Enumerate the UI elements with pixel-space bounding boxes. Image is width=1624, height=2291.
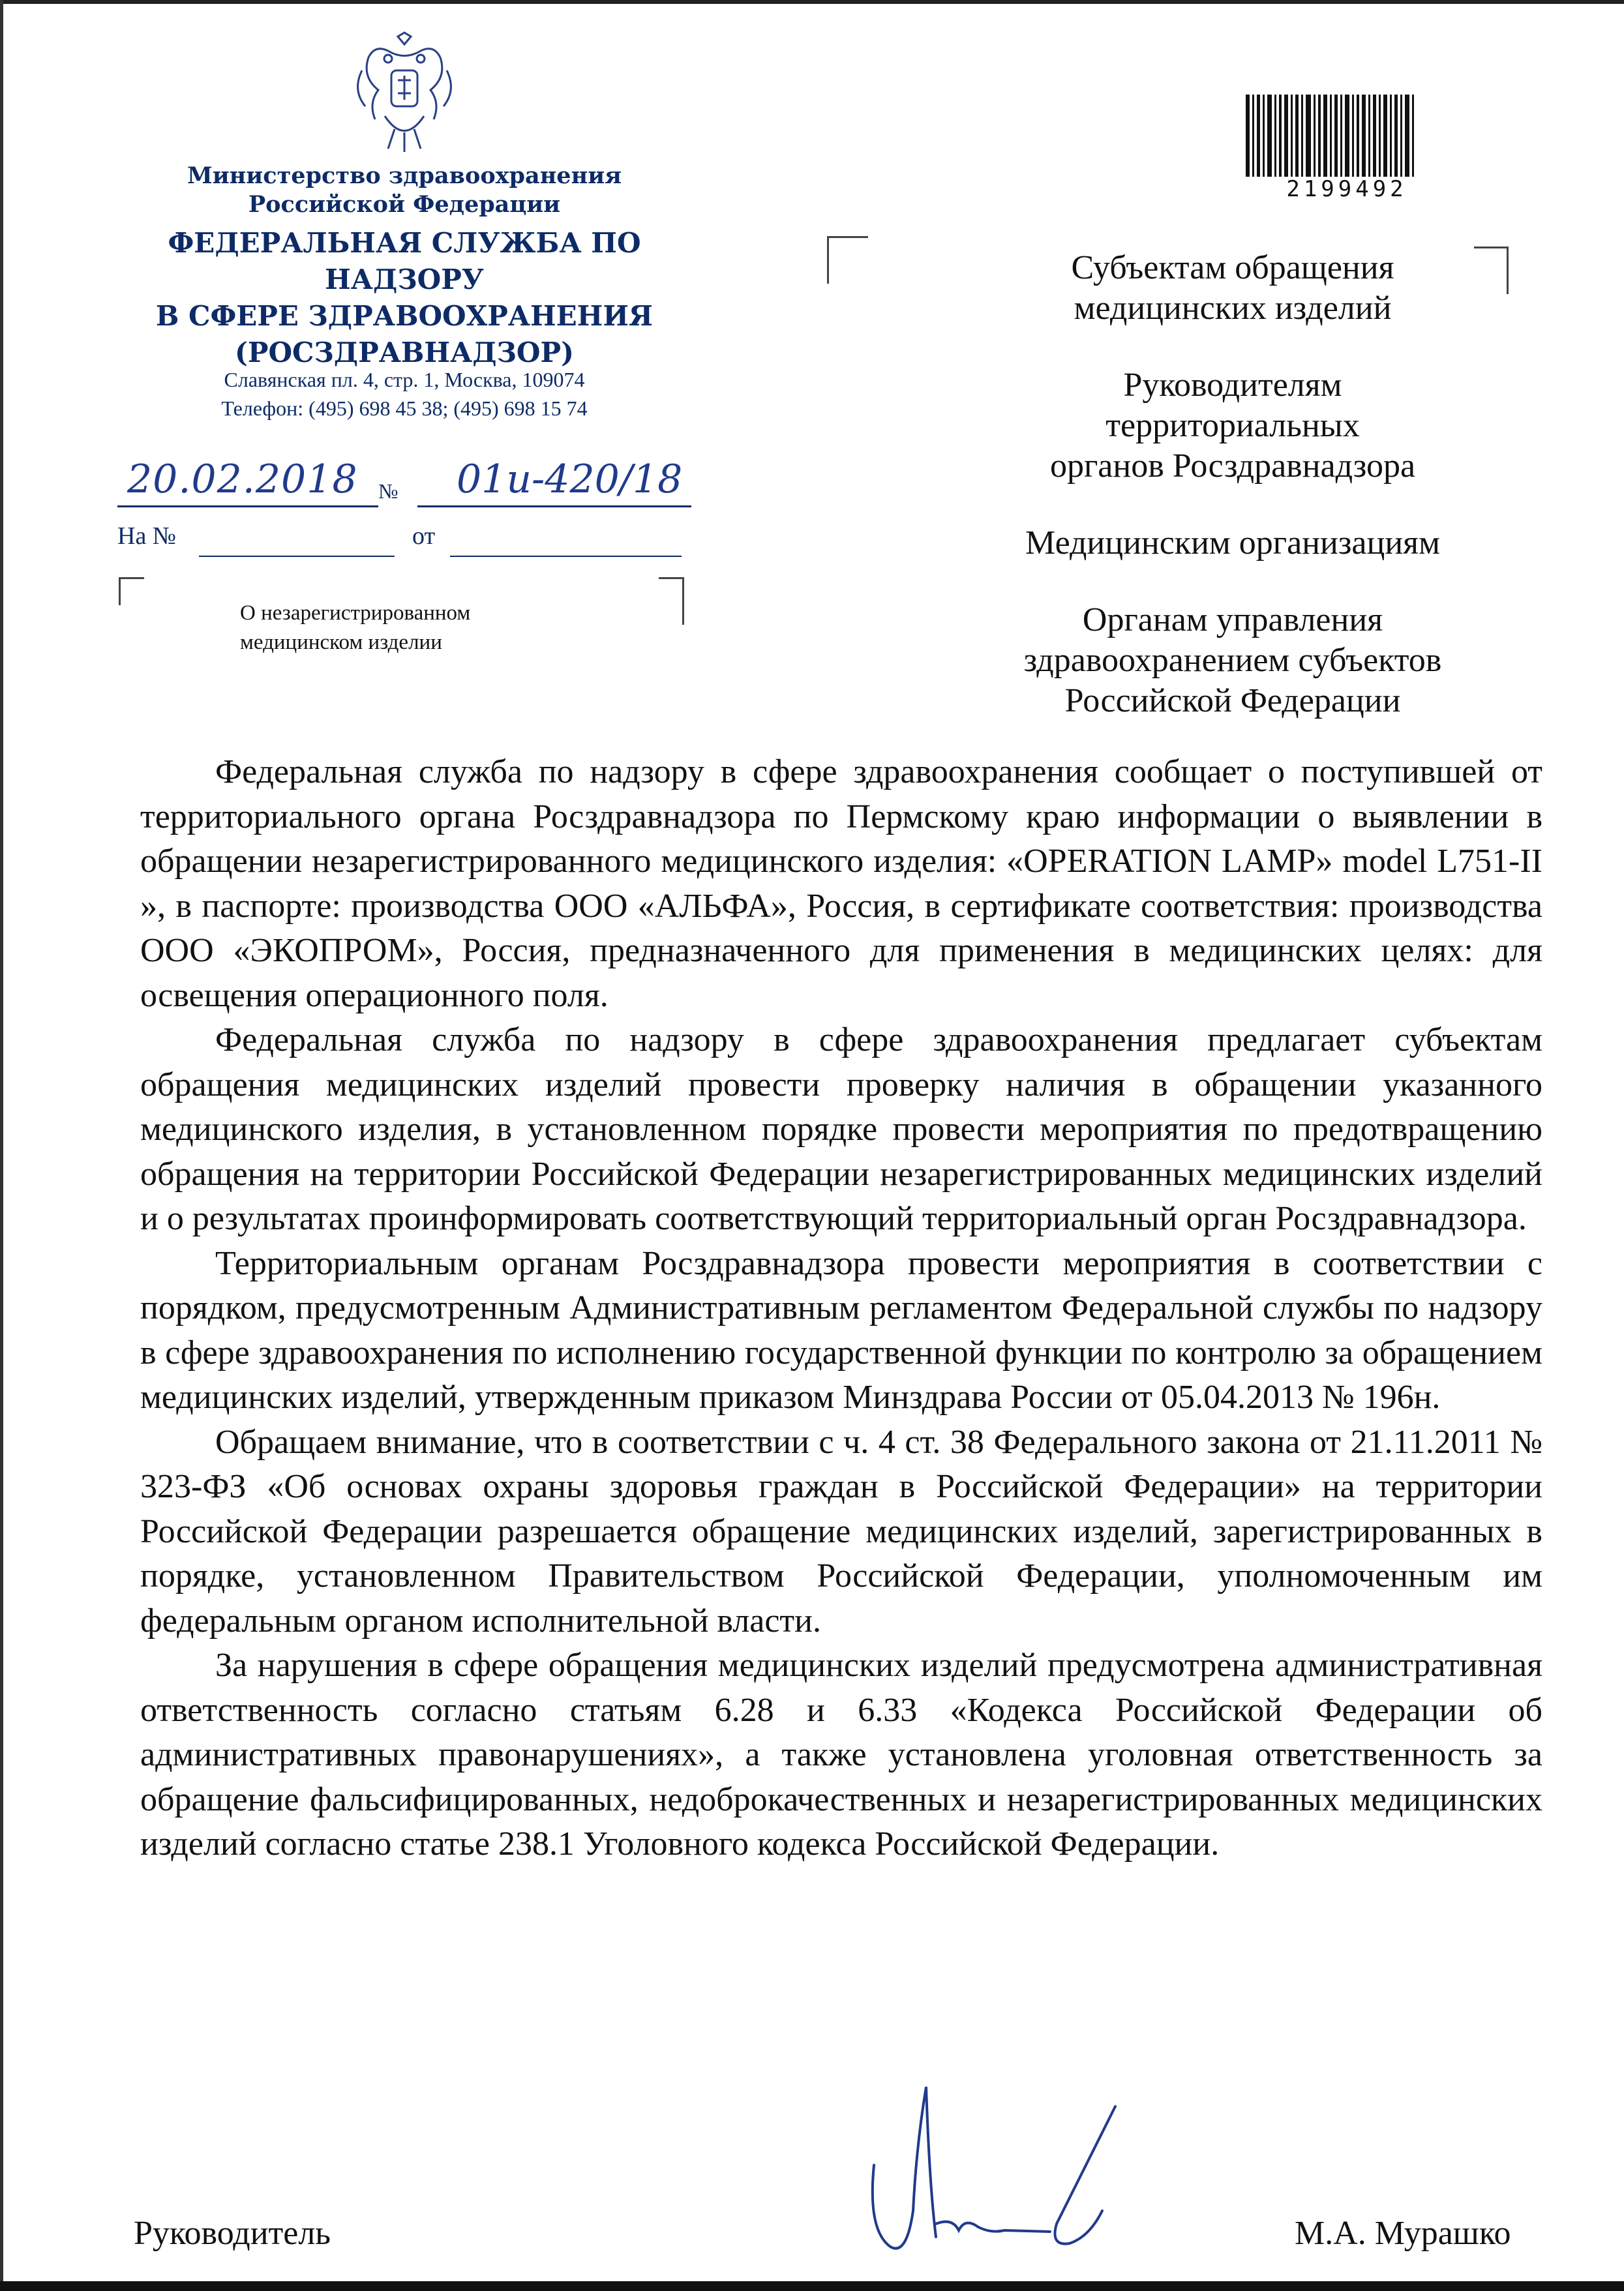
recipient: Руководителям территориальных органов Росздравнадзора	[1049, 367, 1416, 485]
address-block	[130, 365, 678, 423]
number-sign: №	[378, 479, 398, 503]
subject-bracket-left	[119, 577, 144, 605]
body-paragraph: Территориальным органам Росздравнадзора провести мероприятия в соответствии с порядком, предусмотренным Административным регламентом Федеральной службы по надзору в сфере здравоохранения по исполнению государственной функции по контролю за обращением медицинских изделий, утвержденным приказом Минздрава России от 05.04.2013 № 196н.	[140, 1244, 1542, 1416]
recipient: Органам управления здравоохранением субъектов Российской Федерации	[1023, 601, 1442, 719]
reference-number-line	[199, 556, 395, 557]
letter-body	[140, 750, 1542, 1867]
reference-date-label: от	[412, 522, 436, 550]
signer-position: Руководитель	[134, 2215, 331, 2252]
recipients-bracket-left	[827, 236, 868, 284]
scan-edge-top	[0, 0, 1624, 4]
body-paragraph: Обращаем внимание, что в соответствии с ч. 4 ст. 38 Федерального закона от 21.11.2011 № 323-ФЗ «Об основах охраны здоровья граждан в Российской Федерации» на территории Российской Федерации разрешается обращение медицинских изделий, зарегистрированных в порядке, установленном Правительством Российской Федерации, уполномоченным им федеральным органом исполнительной власти.	[140, 1423, 1542, 1640]
body-paragraph: Федеральная служба по надзору в сфере здравоохранения предлагает субъектам обращения медицинских изделий провести проверку наличия в обращении указанного медицинского изделия, в установленном порядке провести мероприятия по предотвращению обращения на территории Российской Федерации незарегистрированных медицинских изделий и о результатах проинформировать соответствующий территориальный орган Росздравнадзора.	[140, 1021, 1542, 1237]
signer-name: М.А. Мурашко	[1295, 2215, 1511, 2252]
phone: Телефон: (495) 698 45 38; (495) 698 15 74	[221, 397, 588, 420]
handwritten-signature-icon	[854, 2067, 1161, 2263]
recipient: Медицинским организациям	[1025, 524, 1440, 562]
handwritten-number: 01и-420/18	[457, 457, 683, 502]
reference-number-label: На №	[117, 522, 177, 550]
scan-edge-left	[0, 0, 3, 2291]
barcode-number: 2199492	[1286, 176, 1407, 202]
barcode	[1246, 95, 1448, 177]
recipient: Субъектам обращения медицинских изделий	[1071, 249, 1394, 327]
address: Славянская пл. 4, стр. 1, Москва, 109074	[224, 368, 585, 391]
reference-date-line	[450, 556, 682, 557]
coat-of-arms-emblem-icon	[349, 31, 460, 155]
number-underline	[417, 505, 691, 507]
handwritten-date: 20.02.2018	[127, 457, 358, 502]
scan-edge-bottom	[0, 2281, 1624, 2291]
body-paragraph: Федеральная служба по надзору в сфере здравоохранения сообщает о поступившей от территориального органа Росздравнадзора по Пермскому краю информации о выявлении в обращении незарегистрированного медицинского изделия: «OPERATION LAMP» model L751-II », в паспорте: производства ООО «АЛЬФА», Россия, в сертификате соответствия: производства ООО «ЭКОПРОМ», Россия, предназначенного для применения в медицинских целях: для освещения операционного поля.	[140, 753, 1542, 1014]
service-name: ФЕДЕРАЛЬНАЯ СЛУЖБА ПО НАДЗОРУ В СФЕРЕ ЗДРАВООХРАНЕНИЯ (РОСЗДРАВНАДЗОР)	[155, 227, 654, 368]
recipients	[913, 248, 1552, 758]
ministry-name: Министерство здравоохранения Российской Федерации	[187, 162, 622, 218]
body-paragraph: За нарушения в сфере обращения медицинских изделий предусмотрена административная ответственность согласно статьям 6.28 и 6.33 «Кодекса Российской Федерации об административных правонарушениях», а также установлена уголовная ответственность за обращение фальсифицированных, недоброкачественных и незарегистрированных медицинских изделий согласно статье 238.1 Уголовного кодекса Российской Федерации.	[140, 1647, 1542, 1863]
date-underline	[117, 505, 378, 507]
letter-subject: О незарегистрированном медицинском изделии	[240, 601, 471, 654]
